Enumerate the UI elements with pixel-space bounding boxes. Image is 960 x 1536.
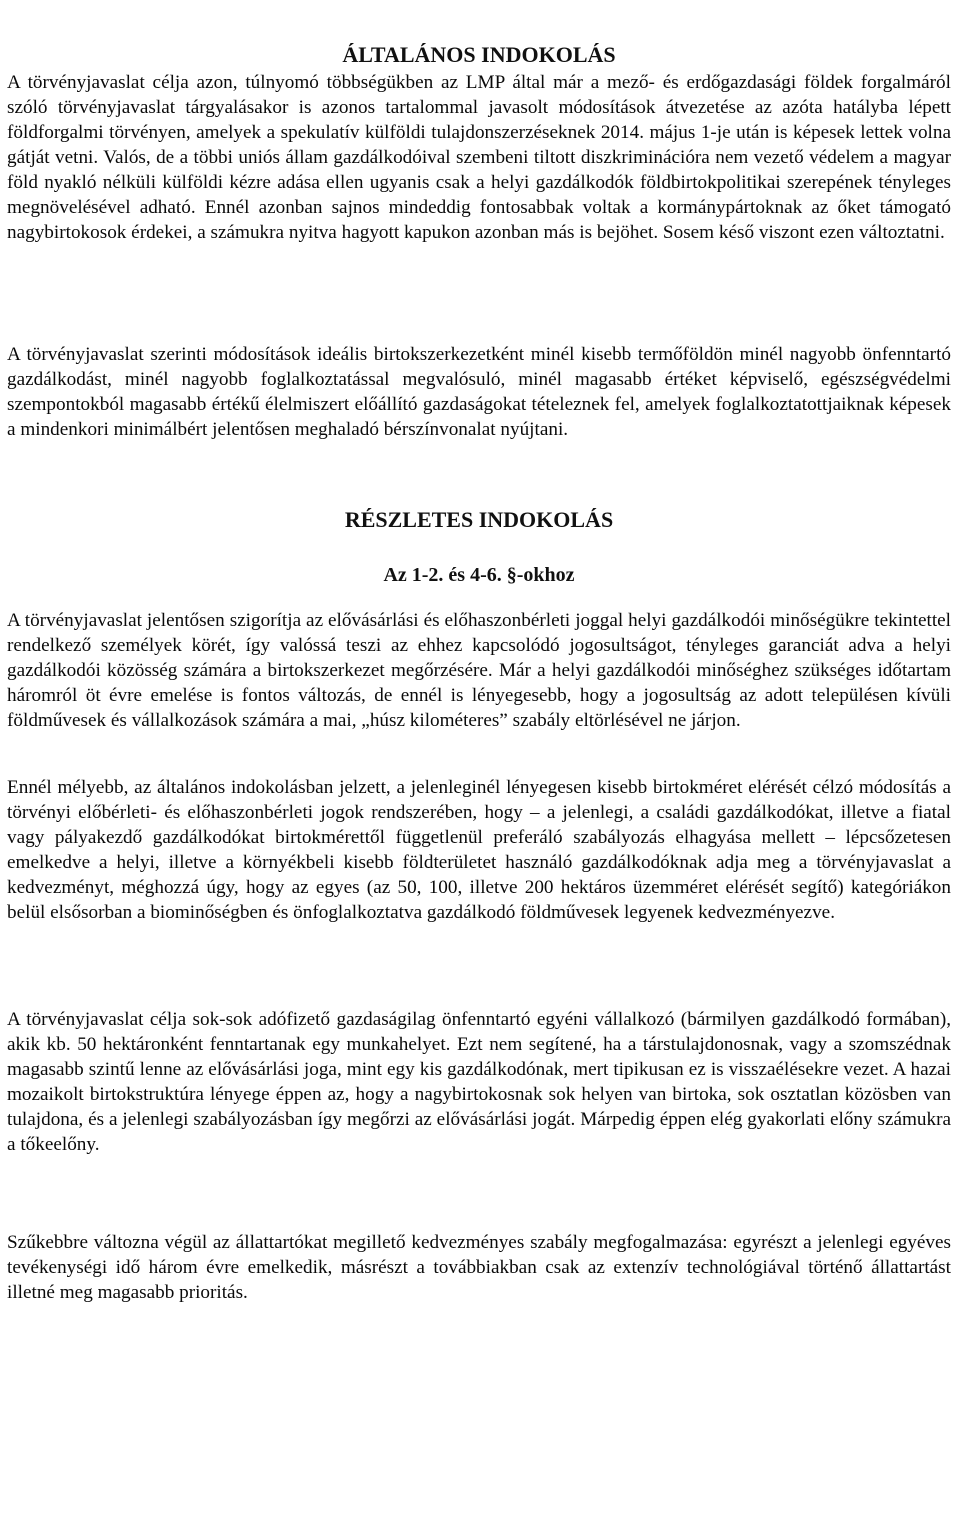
paragraph-detail-4: Szűkebbre változna végül az állattartókat megillető kedvezményes szabály megfogalmazása: egyrészt a jelenlegi egyéves tevékenységi idő három évre emelkedik, másrészt a továbbiakban csak az extenzív technológiával történő állattartást illetné meg magasabb prioritás.: [7, 1232, 951, 1303]
paragraph-detail-1: A törvényjavaslat jelentősen szigorítja az elővásárlási és előhaszonbérleti joggal helyi gazdálkodói minőségükre tekintettel rendelkező személyek körét, így valóssá teszi az ehhez kapcsolódó jogosultságot, tényleges garanciát adva a helyi gazdálkodói közösség számára a birtokszerkezet megőrzésére. Már a helyi gazdálkodói minőséghez szükséges időtartam háromról öt évre emelése is fontos változás, de ennél is lényegesebb, hogy a jogosultság az adott településen kívüli földművesek és vállalkozások számára a mai, „húsz kilométeres” szabály eltörlésével ne járjon.: [7, 610, 951, 731]
paragraph-general-2: A törvényjavaslat szerinti módosítások ideális birtokszerkezetként minél kisebb termőföldön minél nagyobb önfenntartó gazdálkodást, minél nagyobb foglalkoztatással megvalósuló, minél magasabb értéket képviselő, egészségvédelmi szempontokból magasabb értékű élelmiszert előállító gazdaságokat tételeznek fel, amelyek foglalkoztatottjaiknak képesek a mindenkori minimálbért jelentősen meghaladó bérszínvonalat nyújtani.: [7, 344, 951, 440]
heading-general-justification: ÁLTALÁNOS INDOKOLÁS: [342, 42, 616, 67]
paragraph-general-1: A törvényjavaslat célja azon, túlnyomó többségükben az LMP által már a mező- és erdőgazdasági földek forgalmáról szóló törvényjavaslat tárgyalásakor is azonos tartalommal javasolt módosítások átvezetése az azóta hatályba lépett földforgalmi törvényen, amelyek a spekulatív külföldi tulajdonszerzéseknek 2014. május 1-je után is képesek lettek volna gátját vetni. Valós, de a többi uniós állam gazdálkodóival szembeni tiltott diszkriminációra nem vezető védelem a magyar föld nyakló nélküli külföldi kézre adása ellen ugyanis csak a helyi gazdálkodók földbirtokpolitikai szerepének tényleges megnövelésével adható. Ennél azonban sajnos mindeddig fontosabbak voltak a kormánypártoknak az őket támogató nagybirtokosok érdekei, a számukra nyitva hagyott kapukon azonban más is bejöhet. Sosem késő viszont ezen változtatni.: [7, 72, 951, 243]
section-heading: Az 1-2. és 4-6. §-okhoz: [383, 564, 575, 586]
paragraph-detail-3: A törvényjavaslat célja sok-sok adófizető gazdaságilag önfenntartó egyéni vállalkozó (bármilyen gazdálkodó formában), akik kb. 50 hektáronként fenntartanak egy munkahelyet. Ezt nem segítené, ha a társtulajdonosnak, vagy a szomszédnak magasabb szintű lenne az elővásárlási joga, mint egy kis gazdálkodónak, mert tipikusan ez is visszaélésekre vezet. A hazai mozaikolt birtokstruktúra lényege éppen az, hogy a nagybirtokosnak sok helyen van birtoka, sok osztatlan közösben van tulajdona, és a jelenlegi szabályozásban így megőrzi az elővásárlási jogát. Márpedig éppen elég gyakorlati előny számukra a tőkeelőny.: [7, 1009, 951, 1155]
paragraph-detail-2: Ennél mélyebb, az általános indokolásban jelzett, a jelenleginél lényegesen kisebb birtokméret elérését célzó módosítás a törvényi előbérleti- és előhaszonbérleti jogok rendszerében, hogy – a jelenlegi, a családi gazdálkodókat, illetve a fiatal vagy pályakezdő gazdálkodókat birtokmérettől függetlenül preferáló szabályozás elhagyása mellett – lépcsőzetesen emelkedve a helyi, illetve a környékbeli kisebb földterületet használó gazdálkodóknak adja meg a törvényjavaslat a kedvezményt, méghozzá úgy, hogy az egyes (az 50, 100, illetve 200 hektáros üzemméret elérését segítő) kategóriákon belül elsősorban a biominőségben és önfoglalkoztatva gazdálkodó földművesek legyenek kedvezményezve.: [7, 777, 951, 923]
heading-detailed-justification: RÉSZLETES INDOKOLÁS: [344, 507, 614, 532]
